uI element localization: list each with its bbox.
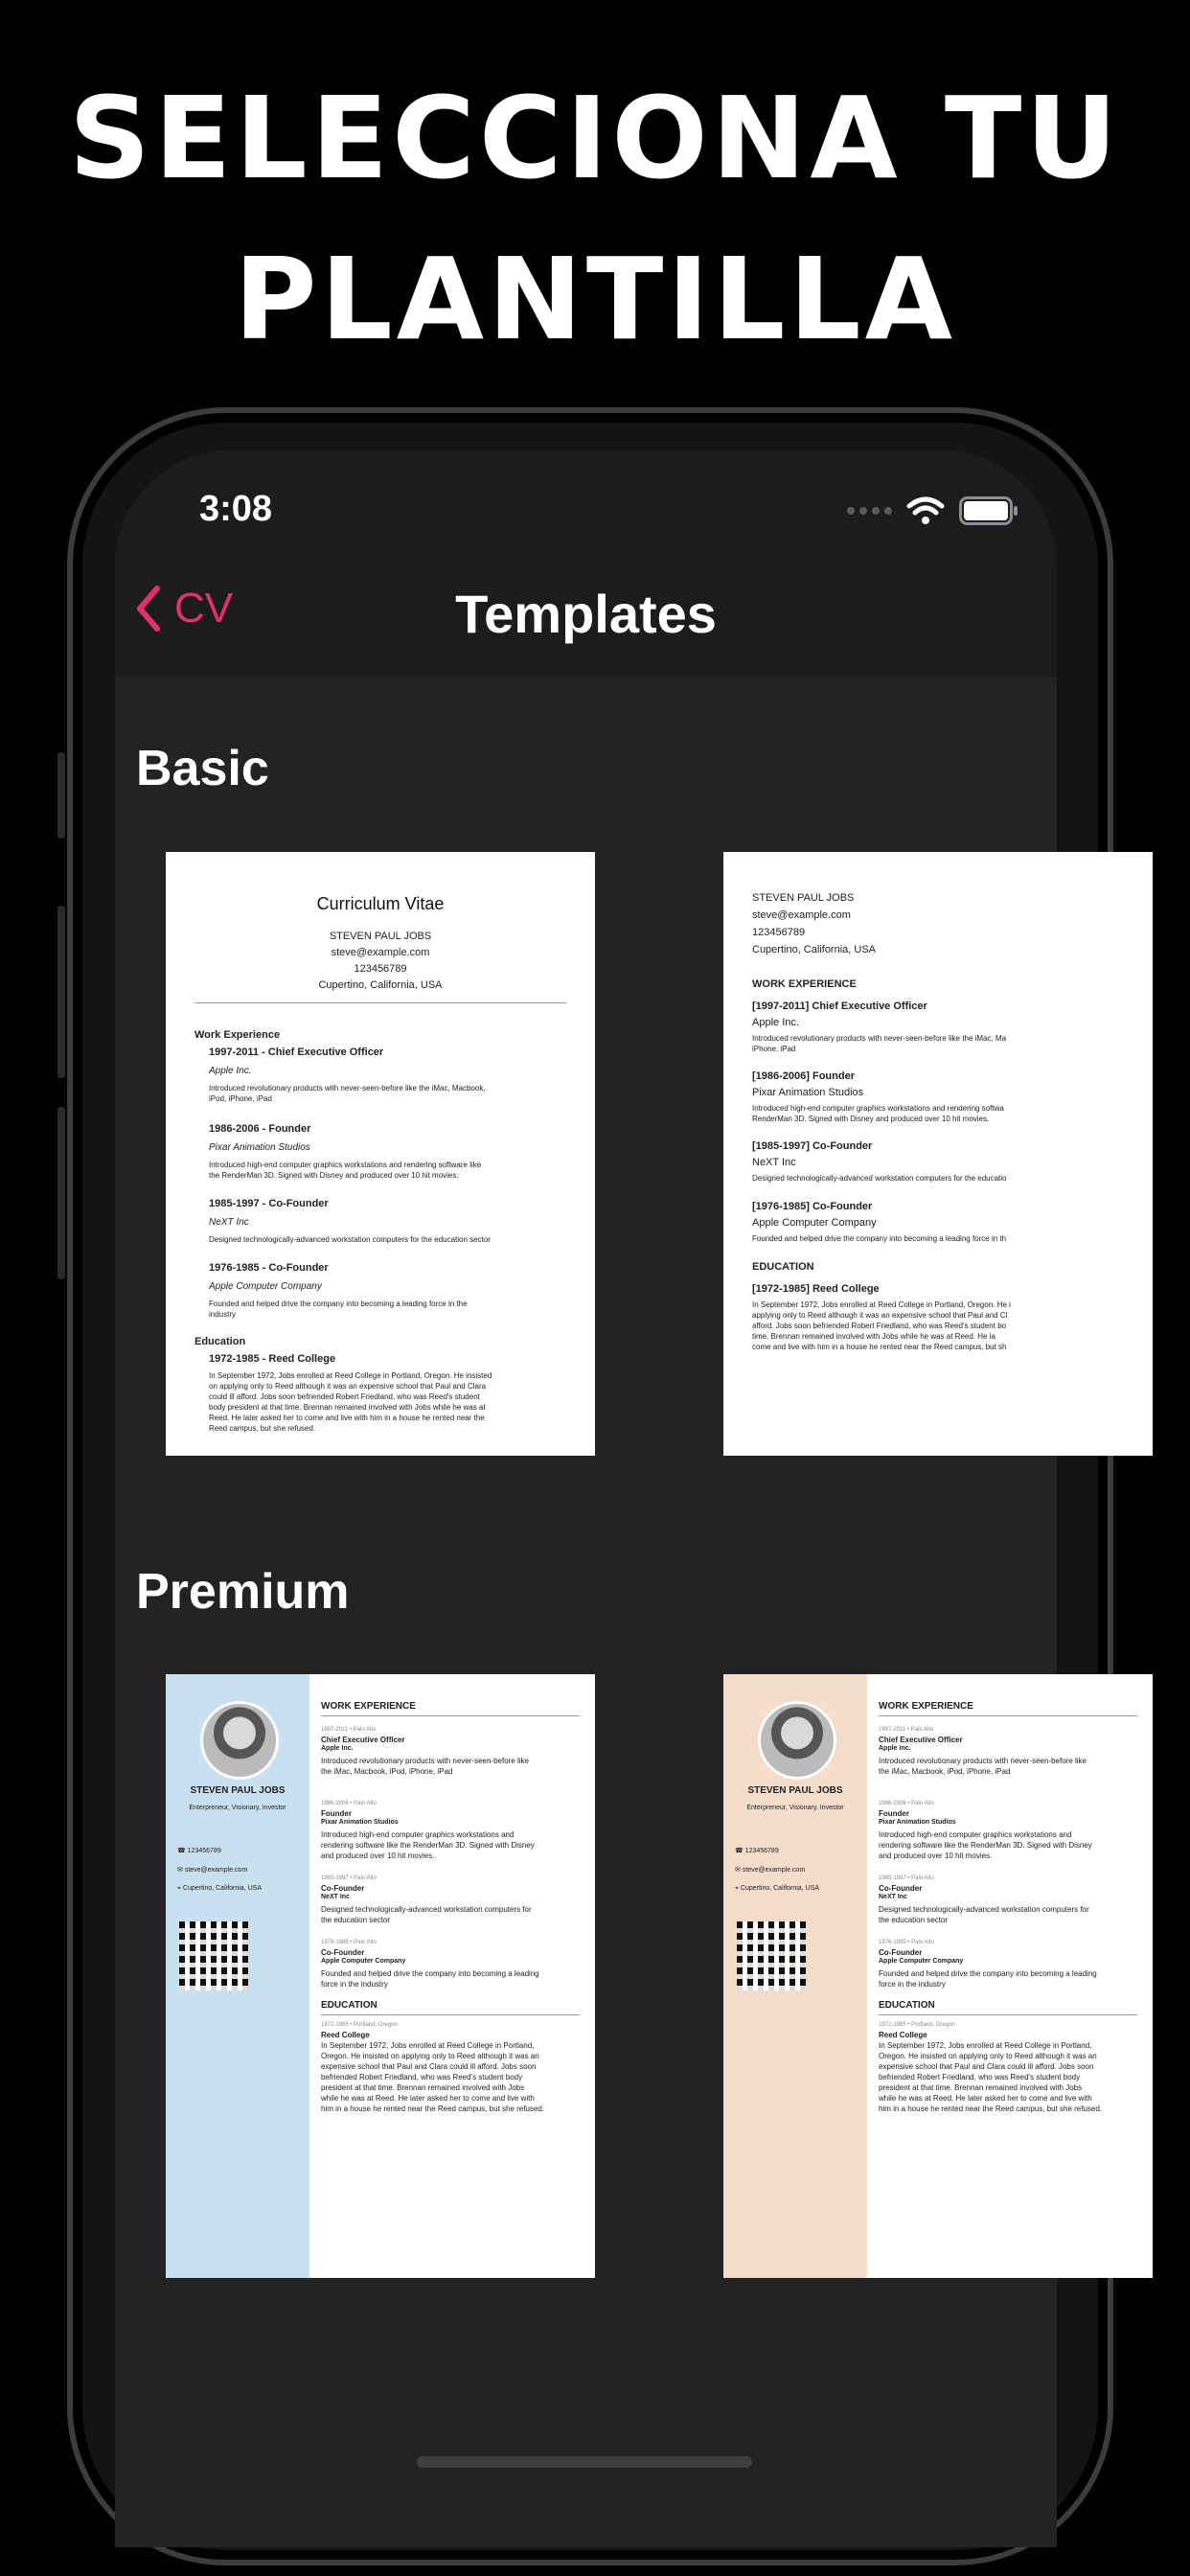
cv-job-role: Co-Founder: [879, 1884, 923, 1893]
cv-email-value: steve@example.com: [184, 1867, 248, 1874]
cv-edu-line: could ill afford. Jobs soon befriended Robert Friedland, who was Reed's student: [209, 1392, 480, 1401]
cv-phone: 123456789: [354, 963, 407, 975]
cv-job-desc: force in the industry: [321, 1980, 388, 1989]
cv-work-header: Work Experience: [195, 1029, 281, 1041]
cv-edu-line: befriended Robert Friedland, who was Reed's student body: [321, 2073, 523, 2082]
cv-job-date: 1986-2006 • Palo Alto: [321, 1801, 377, 1806]
cv-job-desc: the education sector: [879, 1916, 949, 1924]
cv-edu-line: In September 1972, Jobs enrolled at Reed College in Portland, Oregon. He insisted: [209, 1371, 492, 1380]
cv-job-date: 1986-2006 • Palo Alto: [879, 1801, 934, 1806]
cv-job-company: Apple Inc.: [752, 1017, 799, 1028]
cv-phone-value: 123456789: [744, 1848, 779, 1854]
cv-job-desc: Founded and helped drive the company into becoming a leading: [321, 1969, 539, 1978]
cv-edu-date: 1972-1985 • Portland, Oregon: [879, 2022, 955, 2028]
cv-email: steve@example.com: [752, 909, 851, 921]
cv-job-role: 1986-2006 - Founder: [209, 1123, 311, 1135]
cv-name: STEVEN PAUL JOBS: [190, 1785, 286, 1796]
battery-icon: [959, 496, 1018, 525]
status-icons: [847, 496, 1018, 525]
cv-location: ⌖ Cupertino, California, USA: [177, 1885, 262, 1892]
cv-edu-line: expensive school that Paul and Clara could ill afford. Jobs soon: [321, 2062, 537, 2071]
cv-job-company: NeXT Inc: [752, 1157, 796, 1168]
cv-job-company: Pixar Animation Studios: [752, 1087, 864, 1098]
cv-work-header: WORK EXPERIENCE: [879, 1701, 973, 1712]
cv-job-role: Founder: [879, 1809, 909, 1818]
cv-job-desc: Introduced revolutionary products with never-seen-before like the iMac, Macbook,: [209, 1084, 486, 1092]
cv-job-desc: Designed technologically-advanced workstation computers for the educatio: [752, 1174, 1007, 1183]
cv-job-company: Apple Inc.: [321, 1745, 354, 1752]
cv-job-role: Founder: [321, 1809, 352, 1818]
cv-edu-line: befriended Robert Friedland, who was Reed's student body: [879, 2073, 1081, 2082]
cv-job-role: Co-Founder: [321, 1884, 365, 1893]
cv-job-role: Chief Executive Officer: [879, 1736, 963, 1744]
cv-job-date: 1997-2011 • Palo Alto: [879, 1727, 934, 1733]
cv-job-desc: Introduced high-end computer graphics workstations and: [321, 1830, 515, 1839]
cv-job-company: NeXT Inc: [879, 1894, 907, 1900]
section-title-premium: Premium: [136, 1564, 350, 1620]
cv-job-company: Apple Computer Company: [321, 1958, 406, 1965]
cv-job-role: Co-Founder: [321, 1948, 365, 1957]
cv-job-role: 1976-1985 - Co-Founder: [209, 1262, 329, 1274]
cv-job-role: Co-Founder: [879, 1948, 923, 1957]
cv-edu-line: In September 1972, Jobs enrolled at Reed College in Portland,: [321, 2041, 535, 2050]
cv-phone: 123456789: [752, 927, 806, 938]
cv-subtitle: Enterpreneur, Visionary, Investor: [189, 1805, 286, 1811]
divider: [195, 1002, 566, 1003]
cv-job-desc: Founded and helped drive the company into becoming a leading: [879, 1969, 1097, 1978]
divider: [321, 2014, 580, 2015]
cv-edu-role: 1972-1985 - Reed College: [209, 1353, 336, 1365]
cv-name: STEVEN PAUL JOBS: [329, 931, 432, 942]
cv-location-value: Cupertino, California, USA: [740, 1885, 819, 1892]
cv-sidebar: [166, 1674, 309, 2278]
cv-phone: ☎ 123456789: [735, 1848, 779, 1854]
divider: [879, 1715, 1137, 1716]
cv-edu-line: him in a house he rented near the Reed campus, but she refused.: [879, 2104, 1103, 2113]
cv-edu-line: while he was at Reed. He later asked her to come and live with: [321, 2094, 535, 2103]
home-indicator[interactable]: [417, 2456, 752, 2468]
template-card-basic-classic[interactable]: [166, 852, 595, 1456]
cv-email: steve@example.com: [331, 947, 430, 958]
cv-job-desc: Introduced high-end computer graphics workstations and rendering softwa: [752, 1104, 1004, 1113]
cv-photo: [758, 1701, 836, 1780]
cv-edu-line: come and live with him in a house he rented near the Reed campus, but sh: [752, 1343, 1007, 1351]
cv-email: ✉ steve@example.com: [177, 1867, 248, 1874]
phone-volume-up: [57, 906, 65, 1078]
cv-job-company: Apple Computer Company: [879, 1958, 964, 1965]
cv-job-desc: iPod, iPhone, iPad: [209, 1094, 272, 1103]
headline-line-2: PLANTILLA: [234, 233, 956, 365]
cv-edu-line: Oregon. He insisted on applying only to Reed although it was an: [879, 2052, 1097, 2060]
cv-edu-header: EDUCATION: [752, 1261, 814, 1273]
headline-line-1: SELECCIONA TU: [68, 72, 1122, 204]
cv-edu-role: Reed College: [879, 2031, 927, 2039]
page-title: Templates: [455, 584, 717, 644]
cv-name: STEVEN PAUL JOBS: [747, 1785, 843, 1796]
cv-job-company: Apple Computer Company: [752, 1217, 877, 1229]
cv-location-value: Cupertino, California, USA: [182, 1885, 262, 1892]
cv-job-desc: RenderMan 3D. Signed with Disney and produced over 10 hit movies.: [752, 1115, 990, 1123]
cv-job-company: Pixar Animation Studios: [879, 1819, 956, 1826]
cv-edu-line: expensive school that Paul and Clara could ill afford. Jobs soon: [879, 2062, 1094, 2071]
cv-title: Curriculum Vitae: [316, 894, 445, 913]
cv-job-role: 1997-2011 - Chief Executive Officer: [209, 1046, 384, 1058]
cv-edu-line: In September 1972, Jobs enrolled at Reed College in Portland, Oregon. He i: [752, 1300, 1011, 1309]
cv-job-role: 1985-1997 - Co-Founder: [209, 1198, 329, 1209]
promo-headline: [0, 58, 1190, 380]
cv-job-desc: iPhone, iPad: [752, 1045, 796, 1053]
cv-job-date: 1985-1997 • Palo Alto: [321, 1875, 377, 1881]
cv-edu-line: In September 1972, Jobs enrolled at Reed College in Portland,: [879, 2041, 1092, 2050]
cv-job-company: Pixar Animation Studios: [321, 1819, 399, 1826]
cellular-signal-icon: [847, 507, 892, 515]
cv-job-desc: Designed technologically-advanced workstation computers for: [879, 1905, 1089, 1914]
cv-edu-line: time. Brennan remained involved with Jobs while he was at Reed. He la: [752, 1332, 995, 1341]
cv-job-desc: the RenderMan 3D. Signed with Disney and produced over 10 hit movies.: [209, 1171, 459, 1180]
cv-work-header: WORK EXPERIENCE: [752, 978, 857, 990]
phone-screen: [115, 450, 1103, 2547]
cv-job-desc: the education sector: [321, 1916, 391, 1924]
cv-edu-line: on applying only to Reed although it was an expensive school that Paul and Clara: [209, 1382, 487, 1391]
cv-edu-line: president at that time. Brennan remained involved with Jobs: [321, 2083, 525, 2092]
template-card-premium-blue[interactable]: [166, 1674, 595, 2278]
qr-code-overlay: [737, 1921, 806, 1990]
cv-job-desc: Introduced high-end computer graphics workstations and rendering software like: [209, 1161, 482, 1169]
cv-phone: ☎ 123456789: [177, 1848, 221, 1854]
cv-email: ✉ steve@example.com: [735, 1867, 806, 1874]
cv-job-desc: rendering software like the RenderMan 3D. Signed with Disney: [321, 1841, 535, 1850]
cv-job-desc: and produced over 10 hit movies.: [321, 1852, 435, 1860]
cv-job-company: NeXT Inc: [321, 1894, 350, 1900]
cv-edu-line: president at that time. Brennan remained involved with Jobs: [879, 2083, 1083, 2092]
cv-sidebar: [723, 1674, 867, 2278]
qr-code-overlay: [179, 1921, 248, 1990]
cv-job-company: Apple Inc.: [209, 1066, 252, 1076]
cv-location: ⌖ Cupertino, California, USA: [735, 1885, 819, 1892]
cv-job-role: Chief Executive Officer: [321, 1736, 405, 1744]
template-card-basic-modern[interactable]: [723, 852, 1153, 1456]
cv-job-desc: rendering software like the RenderMan 3D. Signed with Disney: [879, 1841, 1092, 1850]
cv-job-desc: Founded and helped drive the company into becoming a leading force in th: [752, 1234, 1007, 1243]
cv-job-desc: Designed technologically-advanced workstation computers for the education sector: [209, 1235, 491, 1244]
cv-email-value: steve@example.com: [742, 1867, 806, 1874]
cv-job-desc: force in the industry: [879, 1980, 946, 1989]
cv-location: Cupertino, California, USA: [752, 944, 877, 955]
cv-edu-line: while he was at Reed. He later asked her to come and live with: [879, 2094, 1092, 2103]
cv-edu-line: Reed. He later asked her to come and live with him in a house he rented near the: [209, 1414, 485, 1422]
cv-job-desc: Introduced revolutionary products with never-seen-before like: [321, 1757, 530, 1765]
back-button-label: CV: [174, 585, 234, 632]
cv-edu-line: him in a house he rented near the Reed campus, but she refused.: [321, 2104, 545, 2113]
cv-job-role: [1976-1985] Co-Founder: [752, 1201, 873, 1212]
cv-job-company: Apple Computer Company: [209, 1281, 322, 1292]
cv-location: Cupertino, California, USA: [318, 979, 443, 991]
cv-job-desc: Introduced revolutionary products with never-seen-before like the iMac, Ma: [752, 1034, 1007, 1043]
cv-edu-line: afford. Jobs soon befriended Robert Friedland, who was Reed's student bo: [752, 1322, 1007, 1330]
cv-edu-line: Reed campus, but she refused.: [209, 1424, 316, 1433]
cv-edu-header: EDUCATION: [879, 2000, 935, 2011]
cv-job-desc: Introduced revolutionary products with never-seen-before like: [879, 1757, 1087, 1765]
cv-job-company: Apple Inc.: [879, 1745, 911, 1752]
cv-job-desc: industry: [209, 1310, 237, 1319]
cv-work-header: WORK EXPERIENCE: [321, 1701, 416, 1712]
cv-photo: [200, 1701, 279, 1780]
cv-edu-line: Oregon. He insisted on applying only to Reed although it was an: [321, 2052, 539, 2060]
cv-job-date: 1976-1985 • Palo Alto: [321, 1940, 377, 1945]
cv-job-date: 1997-2011 • Palo Alto: [321, 1727, 377, 1733]
cv-job-date: 1985-1997 • Palo Alto: [879, 1875, 934, 1881]
template-card-premium-peach[interactable]: [723, 1674, 1153, 2278]
cv-job-role: [1985-1997] Co-Founder: [752, 1140, 873, 1152]
cv-edu-line: body president at that time. Brennan remained involved with Jobs while he was at: [209, 1403, 486, 1412]
phone-mute-switch: [57, 752, 65, 839]
cv-job-role: [1986-2006] Founder: [752, 1070, 855, 1082]
cv-edu-header: EDUCATION: [321, 2000, 378, 2011]
cv-edu-header: Education: [195, 1336, 246, 1347]
cv-job-company: Pixar Animation Studios: [209, 1142, 310, 1153]
cv-job-desc: and produced over 10 hit movies.: [879, 1852, 993, 1860]
status-time: 3:08: [199, 489, 273, 529]
phone-volume-down: [57, 1107, 65, 1279]
cv-job-company: NeXT Inc: [209, 1217, 249, 1228]
cv-edu-role: [1972-1985] Reed College: [752, 1283, 880, 1295]
cv-subtitle: Enterpreneur, Visionary, Investor: [746, 1805, 844, 1811]
cv-job-desc: the iMac, Macbook, iPod, iPhone, iPad: [321, 1767, 453, 1776]
cv-job-desc: Introduced high-end computer graphics workstations and: [879, 1830, 1072, 1839]
wifi-icon: [907, 496, 944, 525]
cv-job-role: [1997-2011] Chief Executive Officer: [752, 1000, 927, 1012]
divider: [321, 1715, 580, 1716]
cv-edu-line: applying only to Reed although it was an expensive school that Paul and Cl: [752, 1311, 1008, 1320]
templates-list[interactable]: [115, 677, 1103, 2547]
cv-edu-date: 1972-1985 • Portland, Oregon: [321, 2022, 398, 2028]
divider: [879, 2014, 1137, 2015]
cv-job-desc: Founded and helped drive the company into becoming a leading force in the: [209, 1300, 468, 1308]
cv-job-date: 1976-1985 • Palo Alto: [879, 1940, 934, 1945]
cv-job-desc: Designed technologically-advanced workstation computers for: [321, 1905, 532, 1914]
cv-job-desc: the iMac, Macbook, iPod, iPhone, iPad: [879, 1767, 1011, 1776]
section-title-basic: Basic: [136, 741, 269, 796]
cv-name: STEVEN PAUL JOBS: [752, 892, 855, 904]
cv-phone-value: 123456789: [187, 1848, 221, 1854]
cv-edu-role: Reed College: [321, 2031, 370, 2039]
navigation-bar: [115, 565, 1057, 671]
